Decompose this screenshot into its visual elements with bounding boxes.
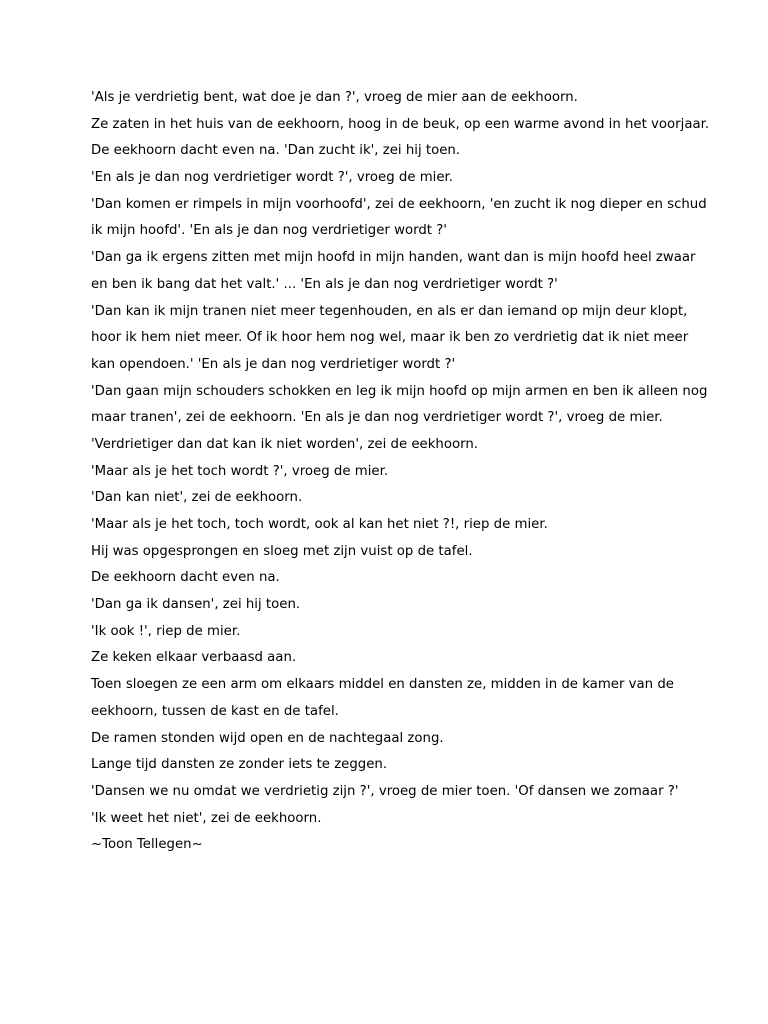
text-line: 'Dan gaan mijn schouders schokken en leg ik mijn hoofd op mijn armen en ben ik alleen nog [91, 383, 708, 399]
story-text [91, 85, 710, 859]
text-line: 'Maar als je het toch, toch wordt, ook al kan het niet ?!, riep de mier. [91, 517, 548, 532]
text-line: Toen sloegen ze een arm om elkaars middel en dansten ze, midden in de kamer van de [91, 677, 674, 693]
text-line: De eekhoorn dacht even na. 'Dan zucht ik', zei hij toen. [91, 143, 461, 159]
text-line: 'Dan komen er rimpels in mijn voorhoofd', zei de eekhoorn, 'en zucht ik nog dieper en schud [91, 196, 707, 212]
text-line: 'Ik ook !', riep de mier. [91, 623, 241, 639]
text-line: Ze keken elkaar verbaasd aan. [91, 650, 297, 666]
text-line: De eekhoorn dacht even na. [91, 570, 280, 586]
text-line: en ben ik bang dat het valt.' ... 'En als je dan nog verdrietiger wordt ?' [91, 276, 558, 292]
text-line: 'Dan ga ik ergens zitten met mijn hoofd in mijn handen, want dan is mijn hoofd heel zwaar [91, 250, 696, 266]
author-signature: ~Toon Tellegen~ [91, 837, 203, 853]
text-line: De ramen stonden wijd open en de nachtegaal zong. [91, 730, 444, 746]
text-line: 'Maar als je het toch wordt ?', vroeg de mier. [91, 463, 389, 479]
text-line: 'Dan kan ik mijn tranen niet meer tegenhouden, en als er dan iemand op mijn deur klopt, [91, 303, 688, 319]
text-line: Hij was opgesprongen en sloeg met zijn vuist op de tafel. [91, 543, 473, 559]
text-line: 'En als je dan nog verdrietiger wordt ?', vroeg de mier. [91, 170, 454, 186]
text-line: eekhoorn, tussen de kast en de tafel. [91, 703, 339, 719]
text-line: 'Als je verdrietig bent, wat doe je dan ?', vroeg de mier aan de eekhoorn. [91, 90, 578, 105]
text-line: ik mijn hoofd'. 'En als je dan nog verdrietiger wordt ?' [91, 223, 447, 239]
text-line: kan opendoen.' 'En als je dan nog verdrietiger wordt ?' [91, 356, 456, 372]
text-line: 'Verdrietiger dan dat kan ik niet worden', zei de eekhoorn. [91, 436, 479, 452]
text-line: Ze zaten in het huis van de eekhoorn, hoog in de beuk, op een warme avond in het voorjaar. [91, 116, 710, 132]
text-line: Lange tijd dansten ze zonder iets te zeggen. [91, 757, 388, 773]
text-line: hoor ik hem niet meer. Of ik hoor hem nog wel, maar ik ben zo verdrietig dat ik niet meer [91, 330, 689, 346]
text-line: 'Dan kan niet', zei de eekhoorn. [91, 490, 303, 506]
text-line: 'Ik weet het niet', zei de eekhoorn. [91, 810, 322, 826]
text-line: 'Dan ga ik dansen', zei hij toen. [91, 597, 301, 613]
text-line: maar tranen', zei de eekhoorn. 'En als je dan nog verdrietiger wordt ?', vroeg de mier. [91, 410, 663, 426]
text-line: 'Dansen we nu omdat we verdrietig zijn ?', vroeg de mier toen. 'Of dansen we zomaar ?' [91, 783, 679, 799]
